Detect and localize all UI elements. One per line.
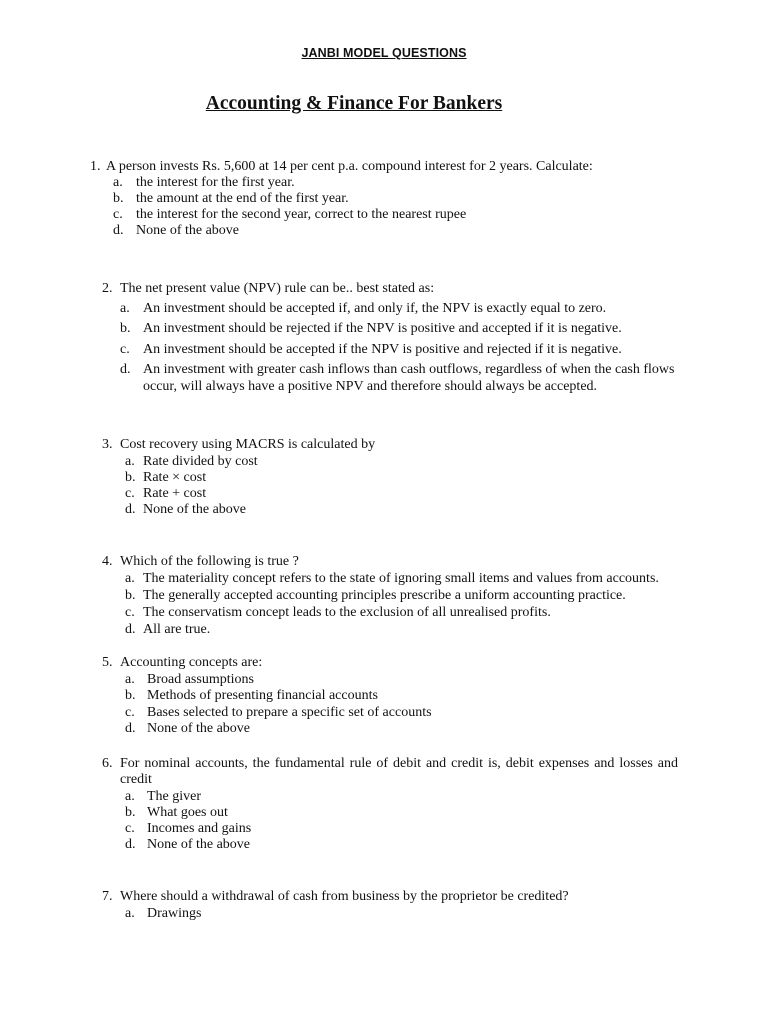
question-text: For nominal accounts, the fundamental rule of debit and credit is, debit expenses and losses and xyxy=(120,756,678,771)
option-text: An investment should be rejected if the NPV is positive and accepted if it is negative. xyxy=(143,321,622,336)
option-label: c. xyxy=(125,486,135,501)
option-1d xyxy=(113,223,690,239)
option-label: a. xyxy=(125,789,135,804)
option-6c xyxy=(125,821,678,837)
option-5c xyxy=(125,705,702,721)
option-text: An investment should be accepted if the NPV is positive and rejected if it is negative. xyxy=(143,342,622,357)
option-label: a. xyxy=(125,672,135,687)
option-1b xyxy=(113,191,690,207)
option-label: b. xyxy=(125,588,136,603)
option-4c xyxy=(125,605,702,622)
question-4 xyxy=(102,554,702,639)
option-label: a. xyxy=(125,454,135,469)
option-text: The conservatism concept leads to the exclusion of all unrealised profits. xyxy=(143,605,551,620)
option-label: b. xyxy=(120,321,131,336)
option-5d xyxy=(125,721,702,737)
question-6 xyxy=(102,756,678,853)
question-number: 1. xyxy=(90,159,101,174)
option-text: Bases selected to prepare a specific set of accounts xyxy=(147,705,432,720)
option-3a xyxy=(125,454,702,470)
option-6b xyxy=(125,805,678,821)
option-label: a. xyxy=(113,175,123,190)
option-label: c. xyxy=(125,705,135,720)
document-header: JANBI MODEL QUESTIONS xyxy=(301,46,467,60)
question-text-continued: credit xyxy=(120,772,152,787)
question-3-line xyxy=(102,437,702,454)
option-text: the interest for the first year. xyxy=(136,175,295,190)
question-text: A person invests Rs. 5,600 at 14 per cent p.a. compound interest for 2 years. Calculate: xyxy=(106,159,593,174)
question-text: Cost recovery using MACRS is calculated by xyxy=(120,437,376,452)
option-text: Incomes and gains xyxy=(147,821,252,836)
question-number: 4. xyxy=(102,554,113,569)
option-4d xyxy=(125,622,702,639)
question-text: Which of the following is true ? xyxy=(120,554,299,569)
option-3b xyxy=(125,470,702,486)
question-7-line xyxy=(102,889,702,906)
page-title: Accounting & Finance For Bankers xyxy=(205,93,503,114)
question-text: Where should a withdrawal of cash from business by the proprietor be credited? xyxy=(120,889,569,904)
option-6a xyxy=(125,789,678,805)
question-number: 7. xyxy=(102,889,113,904)
option-label: a. xyxy=(120,301,130,316)
option-label: c. xyxy=(125,605,135,620)
option-text: What goes out xyxy=(147,805,228,820)
option-text: Drawings xyxy=(147,906,202,921)
option-1a xyxy=(113,175,690,191)
option-text: All are true. xyxy=(143,622,211,637)
option-label: d. xyxy=(120,362,131,377)
option-text: None of the above xyxy=(136,223,240,238)
option-label: a. xyxy=(125,571,135,586)
option-text: None of the above xyxy=(147,721,251,736)
option-text: The generally accepted accounting principles prescribe a uniform accounting practice. xyxy=(143,588,626,603)
question-number: 6. xyxy=(102,756,113,771)
question-1 xyxy=(90,159,690,239)
option-text: Rate × cost xyxy=(143,470,207,485)
option-text: The materiality concept refers to the state of ignoring small items and values from accounts. xyxy=(143,571,659,586)
option-text: the interest for the second year, correct to the nearest rupee xyxy=(136,207,467,222)
question-number: 2. xyxy=(102,281,113,296)
option-text: Methods of presenting financial accounts xyxy=(147,688,378,703)
option-text: Rate divided by cost xyxy=(143,454,258,469)
question-6-continued xyxy=(102,772,678,789)
option-7a xyxy=(125,906,702,922)
question-1-line xyxy=(90,159,690,175)
option-2a xyxy=(120,301,702,321)
option-3c xyxy=(125,486,702,502)
option-text: The giver xyxy=(147,789,202,804)
option-label: d. xyxy=(125,721,136,736)
option-label: b. xyxy=(125,688,136,703)
option-text: None of the above xyxy=(143,502,247,517)
option-5b xyxy=(125,688,702,705)
option-1c xyxy=(113,207,690,223)
option-4a xyxy=(125,571,702,588)
question-2 xyxy=(102,281,702,396)
option-label: b. xyxy=(113,191,124,206)
option-text: An investment with greater cash inflows than cash outflows, regardless of when the cash flows xyxy=(143,362,675,377)
question-6-line xyxy=(102,756,678,772)
option-4b xyxy=(125,588,702,605)
option-2c xyxy=(120,342,702,362)
option-label: d. xyxy=(113,223,124,238)
question-text: Accounting concepts are: xyxy=(120,655,263,670)
option-2d xyxy=(120,362,702,379)
option-label: d. xyxy=(125,502,136,517)
option-text: Rate + cost xyxy=(143,486,207,501)
option-label: c. xyxy=(120,342,130,357)
question-5-line xyxy=(102,655,702,672)
question-number: 5. xyxy=(102,655,113,670)
question-5 xyxy=(102,655,702,737)
option-label: c. xyxy=(113,207,123,222)
option-text: the amount at the end of the first year. xyxy=(136,191,349,206)
option-text: Broad assumptions xyxy=(147,672,254,687)
question-text: The net present value (NPV) rule can be.. best stated as: xyxy=(120,281,435,296)
option-label: b. xyxy=(125,805,136,820)
option-2d-continued xyxy=(120,379,702,396)
option-5a xyxy=(125,672,702,688)
option-2b xyxy=(120,321,702,342)
option-6d xyxy=(125,837,678,853)
question-number: 3. xyxy=(102,437,113,452)
question-7 xyxy=(102,889,702,922)
question-4-line xyxy=(102,554,702,571)
option-text: An investment should be accepted if, and only if, the NPV is exactly equal to zero. xyxy=(143,301,607,316)
option-3d xyxy=(125,502,702,518)
option-text: None of the above xyxy=(147,837,251,852)
question-2-line xyxy=(102,281,702,301)
option-label: c. xyxy=(125,821,135,836)
option-label: d. xyxy=(125,622,136,637)
option-label: b. xyxy=(125,470,136,485)
option-label: a. xyxy=(125,906,135,921)
question-3 xyxy=(102,437,702,518)
option-label: d. xyxy=(125,837,136,852)
option-text-continued: occur, will always have a positive NPV and therefore should always be accepted. xyxy=(143,379,598,394)
